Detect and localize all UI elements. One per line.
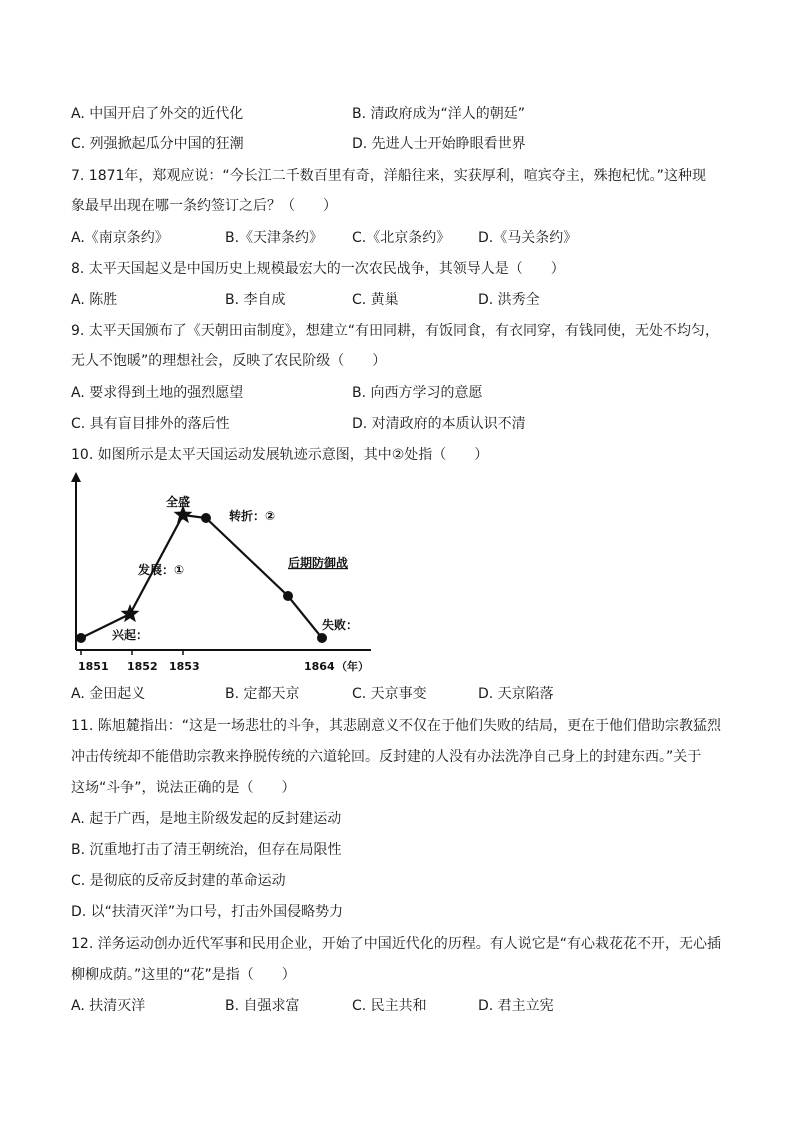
point-development: [121, 604, 140, 622]
q12-option-c: C. 民主共和: [352, 998, 427, 1014]
y-axis-arrow: [71, 472, 81, 482]
q11-option-c: C. 是彻底的反帝反封建的革命运动: [71, 873, 286, 889]
q10-option-b: B. 定都天京: [225, 686, 300, 702]
q10-option-a: A. 金田起义: [71, 686, 146, 702]
q8-option-b: B. 李自成: [225, 292, 286, 308]
point-failure: [317, 633, 327, 643]
label-failure: 失败：: [322, 618, 359, 632]
q11-stem-line-3: 这场“斗争”，说法正确的是（ ）: [71, 780, 296, 796]
point-rise: [76, 633, 86, 643]
x-tick-1851: 1851: [78, 660, 109, 673]
label-peak: 全盛: [166, 495, 191, 509]
q10-option-d: D. 天京陷落: [478, 686, 554, 702]
q7-stem-line-1: 7. 1871年，郑观应说：“今长江二千数百里有奇，洋船往来，实获厚利，喧宾夺主，殊抱杞忧。”这种现: [71, 168, 706, 184]
q9-option-b: B. 向西方学习的意愿: [352, 385, 483, 401]
label-rise: 兴起：: [112, 628, 149, 642]
x-axis-unit: （年）: [336, 660, 369, 673]
q12-option-d: D. 君主立宪: [478, 998, 554, 1014]
q9-option-a: A. 要求得到土地的强烈愿望: [71, 385, 244, 401]
q6-option-b: B. 清政府成为“洋人的朝廷”: [352, 106, 526, 122]
q11-stem-line-2: 冲击传统却不能借助宗教来挣脱传统的六道轮回。反封建的人没有办法洗净自己身上的封建东西。”关于: [71, 749, 702, 765]
q11-stem-line-1: 11. 陈旭麓指出：“这是一场悲壮的斗争，其悲剧意义不仅在于他们失败的结局，更在于他们借助宗教猛烈: [71, 718, 721, 734]
x-tick-1852: 1852: [127, 660, 158, 673]
q9-stem-line-2: 无人不饱暖”的理想社会，反映了农民阶级（ ）: [71, 353, 387, 369]
q12-option-a: A. 扶清灭洋: [71, 998, 146, 1014]
label-late-defense: 后期防御战: [288, 556, 349, 570]
point-late-defense: [283, 591, 293, 601]
q8-option-c: C. 黄巢: [352, 292, 399, 308]
q6-option-c: C. 列强掀起瓜分中国的狂潮: [71, 136, 244, 152]
q9-option-d: D. 对清政府的本质认识不清: [352, 416, 526, 432]
x-tick-1853: 1853: [169, 660, 200, 673]
q9-option-c: C. 具有盲目排外的落后性: [71, 416, 230, 432]
q12-option-b: B. 自强求富: [225, 998, 300, 1014]
q7-stem-line-2: 象最早出现在哪一条约签订之后？（ ）: [71, 198, 337, 214]
q6-option-a: A. 中国开启了外交的近代化: [71, 106, 244, 122]
q8-stem-line-1: 8. 太平天国起义是中国历史上规模最宏大的一次农民战争，其领导人是（ ）: [71, 261, 565, 277]
q9-stem-line-1: 9. 太平天国颁布了《天朝田亩制度》，想建立“有田同耕，有饭同食，有衣同穿，有钱同使，无处不均匀，: [71, 323, 720, 339]
q7-option-c: C.《北京条约》: [352, 230, 451, 246]
q7-option-a: A.《南京条约》: [71, 230, 169, 246]
label-development: 发展：①: [138, 563, 185, 577]
q11-option-a: A. 起于广西，是地主阶级发起的反封建运动: [71, 811, 342, 827]
q6-option-d: D. 先进人士开始睁眼看世界: [352, 136, 526, 152]
q8-option-a: A. 陈胜: [71, 292, 118, 308]
q11-option-d: D. 以“扶清灭洋”为口号，打击外国侵略势力: [71, 904, 344, 920]
q7-option-d: D.《马关条约》: [478, 230, 578, 246]
q7-option-b: B.《天津条约》: [225, 230, 324, 246]
q10-stem-line-1: 10. 如图所示是太平天国运动发展轨迹示意图，其中②处指（ ）: [71, 447, 489, 463]
x-tick-1864: 1864: [304, 660, 335, 673]
q12-stem-line-2: 柳柳成荫。”这里的“花”是指（ ）: [71, 967, 296, 983]
trajectory-line: [81, 515, 322, 638]
q10-option-c: C. 天京事变: [352, 686, 427, 702]
q12-stem-line-1: 12. 洋务运动创办近代军事和民用企业，开始了中国近代化的历程。有人说它是“有心栽花花不开，无心插: [71, 936, 721, 952]
q8-option-d: D. 洪秀全: [478, 292, 540, 308]
q11-option-b: B. 沉重地打击了清王朝统治，但存在局限性: [71, 842, 342, 858]
taiping-trajectory-chart: [66, 470, 396, 680]
label-turning-point: 转折：②: [229, 509, 276, 523]
point-turning: [201, 513, 211, 523]
